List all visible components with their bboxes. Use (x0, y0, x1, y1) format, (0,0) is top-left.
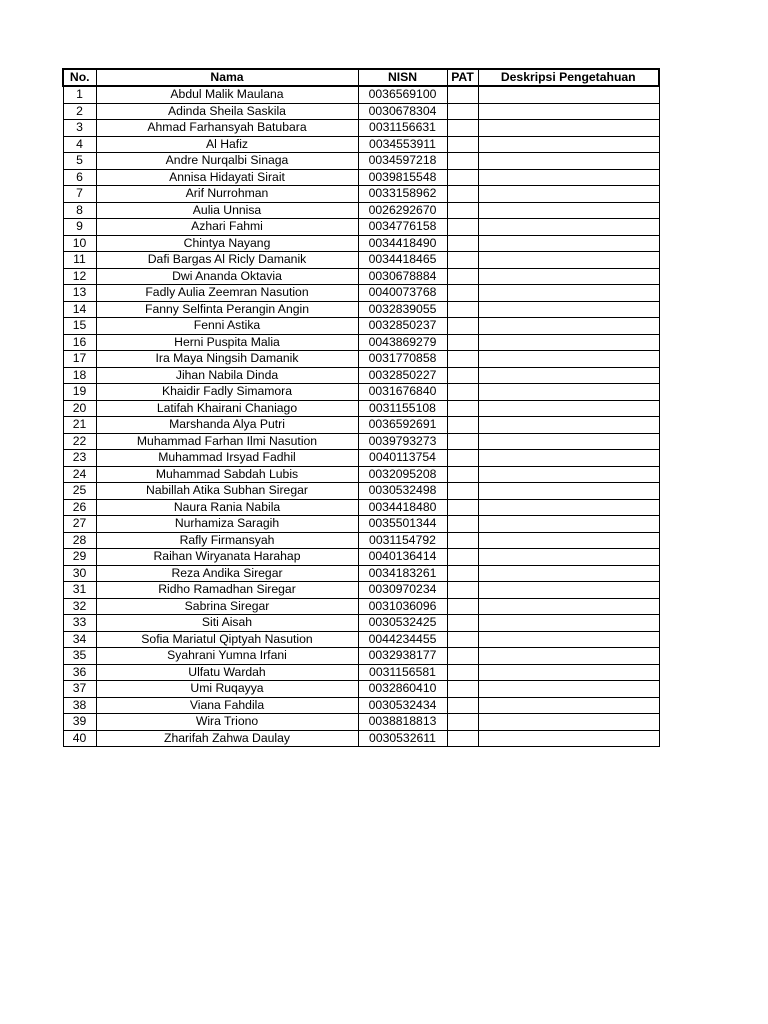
cell-nama: Ridho Ramadhan Siregar (96, 582, 358, 599)
cell-pat (447, 714, 478, 731)
table-row (63, 648, 659, 665)
cell-pat (447, 598, 478, 615)
cell-nama: Muhammad Farhan Ilmi Nasution (96, 433, 358, 450)
cell-deskripsi (478, 367, 659, 384)
cell-deskripsi (478, 433, 659, 450)
cell-pat (447, 202, 478, 219)
table-row (63, 252, 659, 269)
cell-pat (447, 235, 478, 252)
cell-nama: Siti Aisah (96, 615, 358, 632)
cell-nama: Raihan Wiryanata Harahap (96, 549, 358, 566)
cell-deskripsi (478, 103, 659, 120)
cell-no: 6 (63, 169, 96, 186)
cell-no: 27 (63, 516, 96, 533)
cell-deskripsi (478, 219, 659, 236)
cell-deskripsi (478, 615, 659, 632)
cell-pat (447, 549, 478, 566)
cell-nisn: 0039793273 (358, 433, 447, 450)
table-row (63, 582, 659, 599)
header-pat: PAT (447, 69, 478, 86)
cell-pat (447, 120, 478, 137)
cell-pat (447, 86, 478, 103)
table-row (63, 285, 659, 302)
cell-deskripsi (478, 136, 659, 153)
cell-pat (447, 565, 478, 582)
cell-no: 26 (63, 499, 96, 516)
cell-nisn: 0036569100 (358, 86, 447, 103)
table-row (63, 532, 659, 549)
cell-no: 2 (63, 103, 96, 120)
cell-nisn: 0030678884 (358, 268, 447, 285)
cell-no: 36 (63, 664, 96, 681)
cell-deskripsi (478, 202, 659, 219)
cell-nama: Jihan Nabila Dinda (96, 367, 358, 384)
table-row (63, 615, 659, 632)
cell-no: 7 (63, 186, 96, 203)
cell-nama: Aulia Unnisa (96, 202, 358, 219)
cell-nama: Azhari Fahmi (96, 219, 358, 236)
cell-nisn: 0032850237 (358, 318, 447, 335)
cell-no: 19 (63, 384, 96, 401)
table-row (63, 186, 659, 203)
table-row (63, 384, 659, 401)
header-nisn: NISN (358, 69, 447, 86)
cell-pat (447, 450, 478, 467)
cell-pat (447, 466, 478, 483)
cell-pat (447, 582, 478, 599)
cell-nisn: 0036592691 (358, 417, 447, 434)
cell-deskripsi (478, 86, 659, 103)
cell-pat (447, 499, 478, 516)
cell-nisn: 0034553911 (358, 136, 447, 153)
cell-nama: Dafi Bargas Al Ricly Damanik (96, 252, 358, 269)
cell-deskripsi (478, 169, 659, 186)
cell-deskripsi (478, 351, 659, 368)
cell-deskripsi (478, 318, 659, 335)
cell-nisn: 0034418465 (358, 252, 447, 269)
cell-pat (447, 103, 478, 120)
cell-nisn: 0043869279 (358, 334, 447, 351)
table-row (63, 202, 659, 219)
cell-nisn: 0044234455 (358, 631, 447, 648)
cell-nisn: 0033158962 (358, 186, 447, 203)
cell-pat (447, 268, 478, 285)
cell-nisn: 0030678304 (358, 103, 447, 120)
cell-nama: Fenni Astika (96, 318, 358, 335)
cell-nama: Khaidir Fadly Simamora (96, 384, 358, 401)
cell-nama: Muhammad Irsyad Fadhil (96, 450, 358, 467)
cell-nisn: 0031156631 (358, 120, 447, 137)
cell-deskripsi (478, 648, 659, 665)
cell-deskripsi (478, 153, 659, 170)
table-row (63, 301, 659, 318)
cell-pat (447, 697, 478, 714)
cell-nama: Marshanda Alya Putri (96, 417, 358, 434)
cell-no: 3 (63, 120, 96, 137)
cell-deskripsi (478, 499, 659, 516)
cell-nama: Adinda Sheila Saskila (96, 103, 358, 120)
table-row (63, 433, 659, 450)
table-row (63, 565, 659, 582)
table-row (63, 681, 659, 698)
table-row (63, 153, 659, 170)
cell-deskripsi (478, 334, 659, 351)
cell-nama: Wira Triono (96, 714, 358, 731)
cell-deskripsi (478, 730, 659, 747)
cell-deskripsi (478, 516, 659, 533)
cell-no: 21 (63, 417, 96, 434)
cell-pat (447, 417, 478, 434)
cell-nama: Viana Fahdila (96, 697, 358, 714)
cell-nama: Abdul Malik Maulana (96, 86, 358, 103)
cell-pat (447, 318, 478, 335)
cell-pat (447, 153, 478, 170)
cell-deskripsi (478, 681, 659, 698)
cell-nama: Chintya Nayang (96, 235, 358, 252)
cell-deskripsi (478, 235, 659, 252)
table-row (63, 136, 659, 153)
cell-pat (447, 334, 478, 351)
table-row (63, 103, 659, 120)
cell-deskripsi (478, 252, 659, 269)
cell-nama: Ahmad Farhansyah Batubara (96, 120, 358, 137)
cell-deskripsi (478, 549, 659, 566)
table-row (63, 268, 659, 285)
cell-pat (447, 136, 478, 153)
table-row (63, 417, 659, 434)
cell-no: 33 (63, 615, 96, 632)
cell-nisn: 0039815548 (358, 169, 447, 186)
table-row (63, 664, 659, 681)
cell-nama: Umi Ruqayya (96, 681, 358, 698)
cell-nisn: 0034776158 (358, 219, 447, 236)
cell-nisn: 0031676840 (358, 384, 447, 401)
table-row (63, 466, 659, 483)
cell-pat (447, 730, 478, 747)
cell-no: 12 (63, 268, 96, 285)
cell-deskripsi (478, 417, 659, 434)
cell-nisn: 0031154792 (358, 532, 447, 549)
cell-nisn: 0030532425 (358, 615, 447, 632)
cell-pat (447, 664, 478, 681)
cell-deskripsi (478, 483, 659, 500)
cell-deskripsi (478, 697, 659, 714)
cell-nama: Fanny Selfinta Perangin Angin (96, 301, 358, 318)
table-row (63, 235, 659, 252)
table-row (63, 450, 659, 467)
cell-no: 16 (63, 334, 96, 351)
cell-deskripsi (478, 714, 659, 731)
header-nama: Nama (96, 69, 358, 86)
student-grade-sheet (62, 68, 660, 747)
cell-nama: Ulfatu Wardah (96, 664, 358, 681)
cell-no: 39 (63, 714, 96, 731)
cell-no: 20 (63, 400, 96, 417)
cell-nama: Zharifah Zahwa Daulay (96, 730, 358, 747)
table-header (63, 69, 659, 86)
cell-nisn: 0031155108 (358, 400, 447, 417)
cell-no: 37 (63, 681, 96, 698)
cell-nisn: 0032938177 (358, 648, 447, 665)
cell-no: 9 (63, 219, 96, 236)
cell-nama: Nurhamiza Saragih (96, 516, 358, 533)
cell-no: 5 (63, 153, 96, 170)
cell-pat (447, 219, 478, 236)
table-row (63, 549, 659, 566)
cell-nisn: 0034418490 (358, 235, 447, 252)
cell-nama: Reza Andika Siregar (96, 565, 358, 582)
cell-no: 29 (63, 549, 96, 566)
cell-nisn: 0040073768 (358, 285, 447, 302)
cell-deskripsi (478, 466, 659, 483)
cell-pat (447, 648, 478, 665)
cell-deskripsi (478, 664, 659, 681)
cell-nisn: 0030532434 (358, 697, 447, 714)
cell-nama: Nabillah Atika Subhan Siregar (96, 483, 358, 500)
cell-no: 23 (63, 450, 96, 467)
header-no: No. (63, 69, 96, 86)
table-row (63, 499, 659, 516)
cell-nama: Latifah Khairani Chaniago (96, 400, 358, 417)
cell-nama: Annisa Hidayati Sirait (96, 169, 358, 186)
cell-nisn: 0031770858 (358, 351, 447, 368)
cell-nisn: 0035501344 (358, 516, 447, 533)
cell-no: 30 (63, 565, 96, 582)
table-body (63, 86, 659, 747)
cell-nisn: 0032095208 (358, 466, 447, 483)
cell-no: 17 (63, 351, 96, 368)
cell-nama: Fadly Aulia Zeemran Nasution (96, 285, 358, 302)
cell-no: 25 (63, 483, 96, 500)
cell-pat (447, 285, 478, 302)
cell-pat (447, 351, 478, 368)
table-row (63, 730, 659, 747)
cell-deskripsi (478, 301, 659, 318)
cell-no: 24 (63, 466, 96, 483)
cell-nama: Arif Nurrohman (96, 186, 358, 203)
cell-nisn: 0040136414 (358, 549, 447, 566)
cell-no: 8 (63, 202, 96, 219)
cell-nama: Dwi Ananda Oktavia (96, 268, 358, 285)
cell-nama: Sofia Mariatul Qiptyah Nasution (96, 631, 358, 648)
cell-pat (447, 483, 478, 500)
cell-nama: Andre Nurqalbi Sinaga (96, 153, 358, 170)
cell-no: 31 (63, 582, 96, 599)
cell-deskripsi (478, 285, 659, 302)
cell-nisn: 0034597218 (358, 153, 447, 170)
table-row (63, 483, 659, 500)
cell-no: 35 (63, 648, 96, 665)
cell-no: 4 (63, 136, 96, 153)
cell-pat (447, 400, 478, 417)
table-row (63, 697, 659, 714)
cell-pat (447, 433, 478, 450)
cell-nama: Al Hafiz (96, 136, 358, 153)
table-row (63, 598, 659, 615)
cell-pat (447, 681, 478, 698)
cell-nisn: 0031156581 (358, 664, 447, 681)
table-row (63, 367, 659, 384)
table-row (63, 219, 659, 236)
cell-nisn: 0032850227 (358, 367, 447, 384)
table-row (63, 169, 659, 186)
cell-nisn: 0038818813 (358, 714, 447, 731)
cell-deskripsi (478, 631, 659, 648)
cell-nisn: 0034183261 (358, 565, 447, 582)
cell-no: 40 (63, 730, 96, 747)
cell-nama: Muhammad Sabdah Lubis (96, 466, 358, 483)
cell-no: 32 (63, 598, 96, 615)
cell-pat (447, 367, 478, 384)
cell-deskripsi (478, 400, 659, 417)
cell-nisn: 0034418480 (358, 499, 447, 516)
cell-nama: Herni Puspita Malia (96, 334, 358, 351)
cell-deskripsi (478, 268, 659, 285)
cell-nama: Syahrani Yumna Irfani (96, 648, 358, 665)
cell-nama: Ira Maya Ningsih Damanik (96, 351, 358, 368)
cell-nisn: 0032839055 (358, 301, 447, 318)
cell-nisn: 0026292670 (358, 202, 447, 219)
cell-no: 22 (63, 433, 96, 450)
cell-no: 10 (63, 235, 96, 252)
cell-deskripsi (478, 186, 659, 203)
table-row (63, 120, 659, 137)
cell-deskripsi (478, 120, 659, 137)
cell-no: 34 (63, 631, 96, 648)
table-row (63, 631, 659, 648)
table-row (63, 86, 659, 103)
cell-deskripsi (478, 565, 659, 582)
header-row (63, 69, 659, 86)
cell-pat (447, 301, 478, 318)
cell-no: 15 (63, 318, 96, 335)
cell-no: 14 (63, 301, 96, 318)
cell-pat (447, 169, 478, 186)
cell-no: 1 (63, 86, 96, 103)
cell-no: 38 (63, 697, 96, 714)
cell-deskripsi (478, 582, 659, 599)
cell-pat (447, 186, 478, 203)
table-row (63, 400, 659, 417)
cell-nisn: 0031036096 (358, 598, 447, 615)
cell-deskripsi (478, 450, 659, 467)
cell-nisn: 0040113754 (358, 450, 447, 467)
cell-pat (447, 631, 478, 648)
cell-nisn: 0030532498 (358, 483, 447, 500)
cell-nama: Rafly Firmansyah (96, 532, 358, 549)
cell-no: 18 (63, 367, 96, 384)
cell-nisn: 0030532611 (358, 730, 447, 747)
cell-pat (447, 615, 478, 632)
cell-deskripsi (478, 532, 659, 549)
cell-no: 13 (63, 285, 96, 302)
table-row (63, 516, 659, 533)
cell-nisn: 0030970234 (358, 582, 447, 599)
table-row (63, 351, 659, 368)
cell-pat (447, 384, 478, 401)
cell-pat (447, 516, 478, 533)
cell-pat (447, 252, 478, 269)
table-row (63, 714, 659, 731)
cell-deskripsi (478, 384, 659, 401)
student-table (62, 68, 660, 747)
table-row (63, 334, 659, 351)
header-deskripsi: Deskripsi Pengetahuan (478, 69, 659, 86)
cell-pat (447, 532, 478, 549)
cell-deskripsi (478, 598, 659, 615)
table-row (63, 318, 659, 335)
cell-nama: Naura Rania Nabila (96, 499, 358, 516)
cell-nama: Sabrina Siregar (96, 598, 358, 615)
cell-no: 11 (63, 252, 96, 269)
cell-nisn: 0032860410 (358, 681, 447, 698)
cell-no: 28 (63, 532, 96, 549)
